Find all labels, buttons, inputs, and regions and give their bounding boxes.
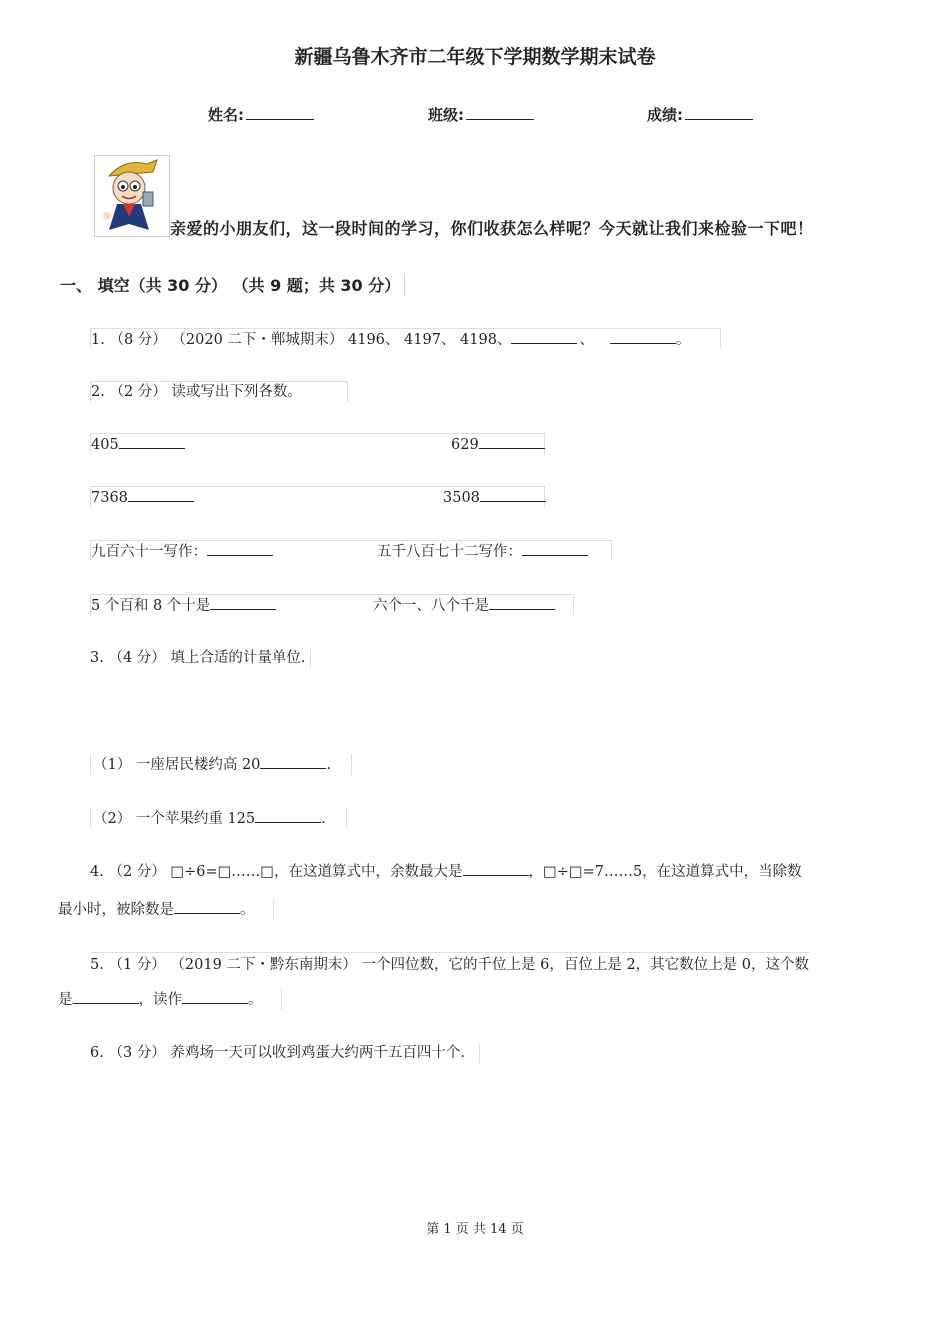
q4-text-a: 4. （2 分） □÷6=□……□，在这道算式中，余数最大是 (90, 864, 463, 880)
q1-blank-2[interactable] (610, 329, 676, 344)
q2-text-g: 5 个百和 8 个十是 (91, 598, 211, 614)
q2-blank-d[interactable] (480, 487, 546, 502)
class-label: 班级: (428, 106, 464, 124)
q2-num-d: 3508 (443, 490, 480, 506)
q2-num-a: 405 (91, 437, 119, 453)
q2-row-4 (90, 594, 574, 615)
q1-end: 。 (675, 332, 691, 348)
q2-text-h: 六个一、八个千是 (373, 598, 489, 614)
q2-blank-c[interactable] (128, 487, 194, 502)
q2-num-b: 629 (451, 437, 479, 453)
score-label: 成绩: (647, 106, 683, 124)
q2-row-3 (90, 540, 612, 561)
question-5 (90, 952, 809, 975)
name-label: 姓名: (208, 106, 244, 124)
q4-text-b: ，□÷□=7……5，在这道算式中，当除数 (528, 864, 802, 880)
question-1 (90, 328, 721, 349)
q2-text: 2. （2 分） 读或写出下列各数。 (91, 384, 302, 400)
q4-text-c: 最小时，被除数是 (58, 902, 174, 918)
q5-end: 。 (248, 992, 263, 1008)
q3-text: 3. （4 分） 填上合适的计量单位. (90, 650, 306, 666)
q2-blank-e[interactable] (207, 541, 273, 556)
q1-blank-1[interactable] (511, 329, 577, 344)
q6-text: 6. （3 分） 养鸡场一天可以收到鸡蛋大约两千五百四十个. (90, 1045, 465, 1061)
q4-blank-2[interactable] (174, 899, 240, 914)
q3-blank-2[interactable] (255, 808, 321, 823)
q1-sep: 、 (579, 332, 594, 348)
q4-end: 。 (240, 902, 255, 918)
name-field (208, 104, 314, 125)
q2-row-2 (90, 486, 545, 507)
q2-row-1 (90, 433, 545, 454)
question-3 (90, 648, 311, 668)
question-4 (90, 861, 802, 882)
q5-blank-2[interactable] (182, 989, 248, 1004)
q2-num-c: 7368 (91, 490, 128, 506)
q3-p1-dot: . (326, 757, 332, 773)
page-footer: 第 1 页 共 14 页 (426, 1222, 524, 1237)
q5-text: 5. （1 分） （2019 二下・黔东南期末） 一个四位数，它的千位上是 6，百位上是 2，其它数位上是 0，这个数 (90, 957, 810, 973)
q2-write-f: 五千八百七十二写作： (377, 544, 522, 560)
page-title: 新疆乌鲁木齐市二年级下学期数学期末试卷 (294, 46, 656, 68)
q2-blank-h[interactable] (489, 595, 555, 610)
q2-write-e: 九百六十一写作： (91, 544, 207, 560)
q5-text-b: ，读作 (138, 992, 182, 1008)
q2-blank-f[interactable] (522, 541, 588, 556)
q3-part-2 (90, 808, 347, 829)
q4-line-2 (58, 899, 274, 920)
mascot-image (94, 155, 170, 237)
q1-text: 1. （8 分） （2020 二下・郸城期末） 4196、 4197、 4198、 (91, 332, 512, 348)
class-field (428, 104, 534, 125)
q3-p2-text: （2） 一个苹果约重 125 (93, 811, 256, 827)
greeting-text: 亲爱的小朋友们，这一段时间的学习，你们收获怎么样呢？今天就让我们来检验一下吧！ (170, 219, 814, 238)
q2-blank-b[interactable] (479, 434, 545, 449)
section-heading: 一、 填空（共 30 分） （共 9 题；共 30 分） (60, 273, 405, 296)
name-blank[interactable] (246, 105, 314, 120)
class-blank[interactable] (466, 105, 534, 120)
question-6 (90, 1043, 480, 1063)
q2-blank-a[interactable] (119, 434, 185, 449)
q5-text-a: 是 (58, 992, 73, 1008)
q3-blank-1[interactable] (260, 754, 326, 769)
q3-p2-dot: . (321, 811, 326, 827)
q5-line-2 (58, 989, 282, 1010)
q5-blank-1[interactable] (73, 989, 139, 1004)
q3-p1-text: （1） 一座居民楼约高 20 (93, 757, 261, 773)
q3-part-1 (90, 754, 352, 775)
question-2 (90, 381, 348, 402)
q2-blank-g[interactable] (210, 595, 276, 610)
q4-blank-1[interactable] (463, 861, 529, 876)
score-blank[interactable] (685, 105, 753, 120)
score-field (647, 104, 753, 125)
